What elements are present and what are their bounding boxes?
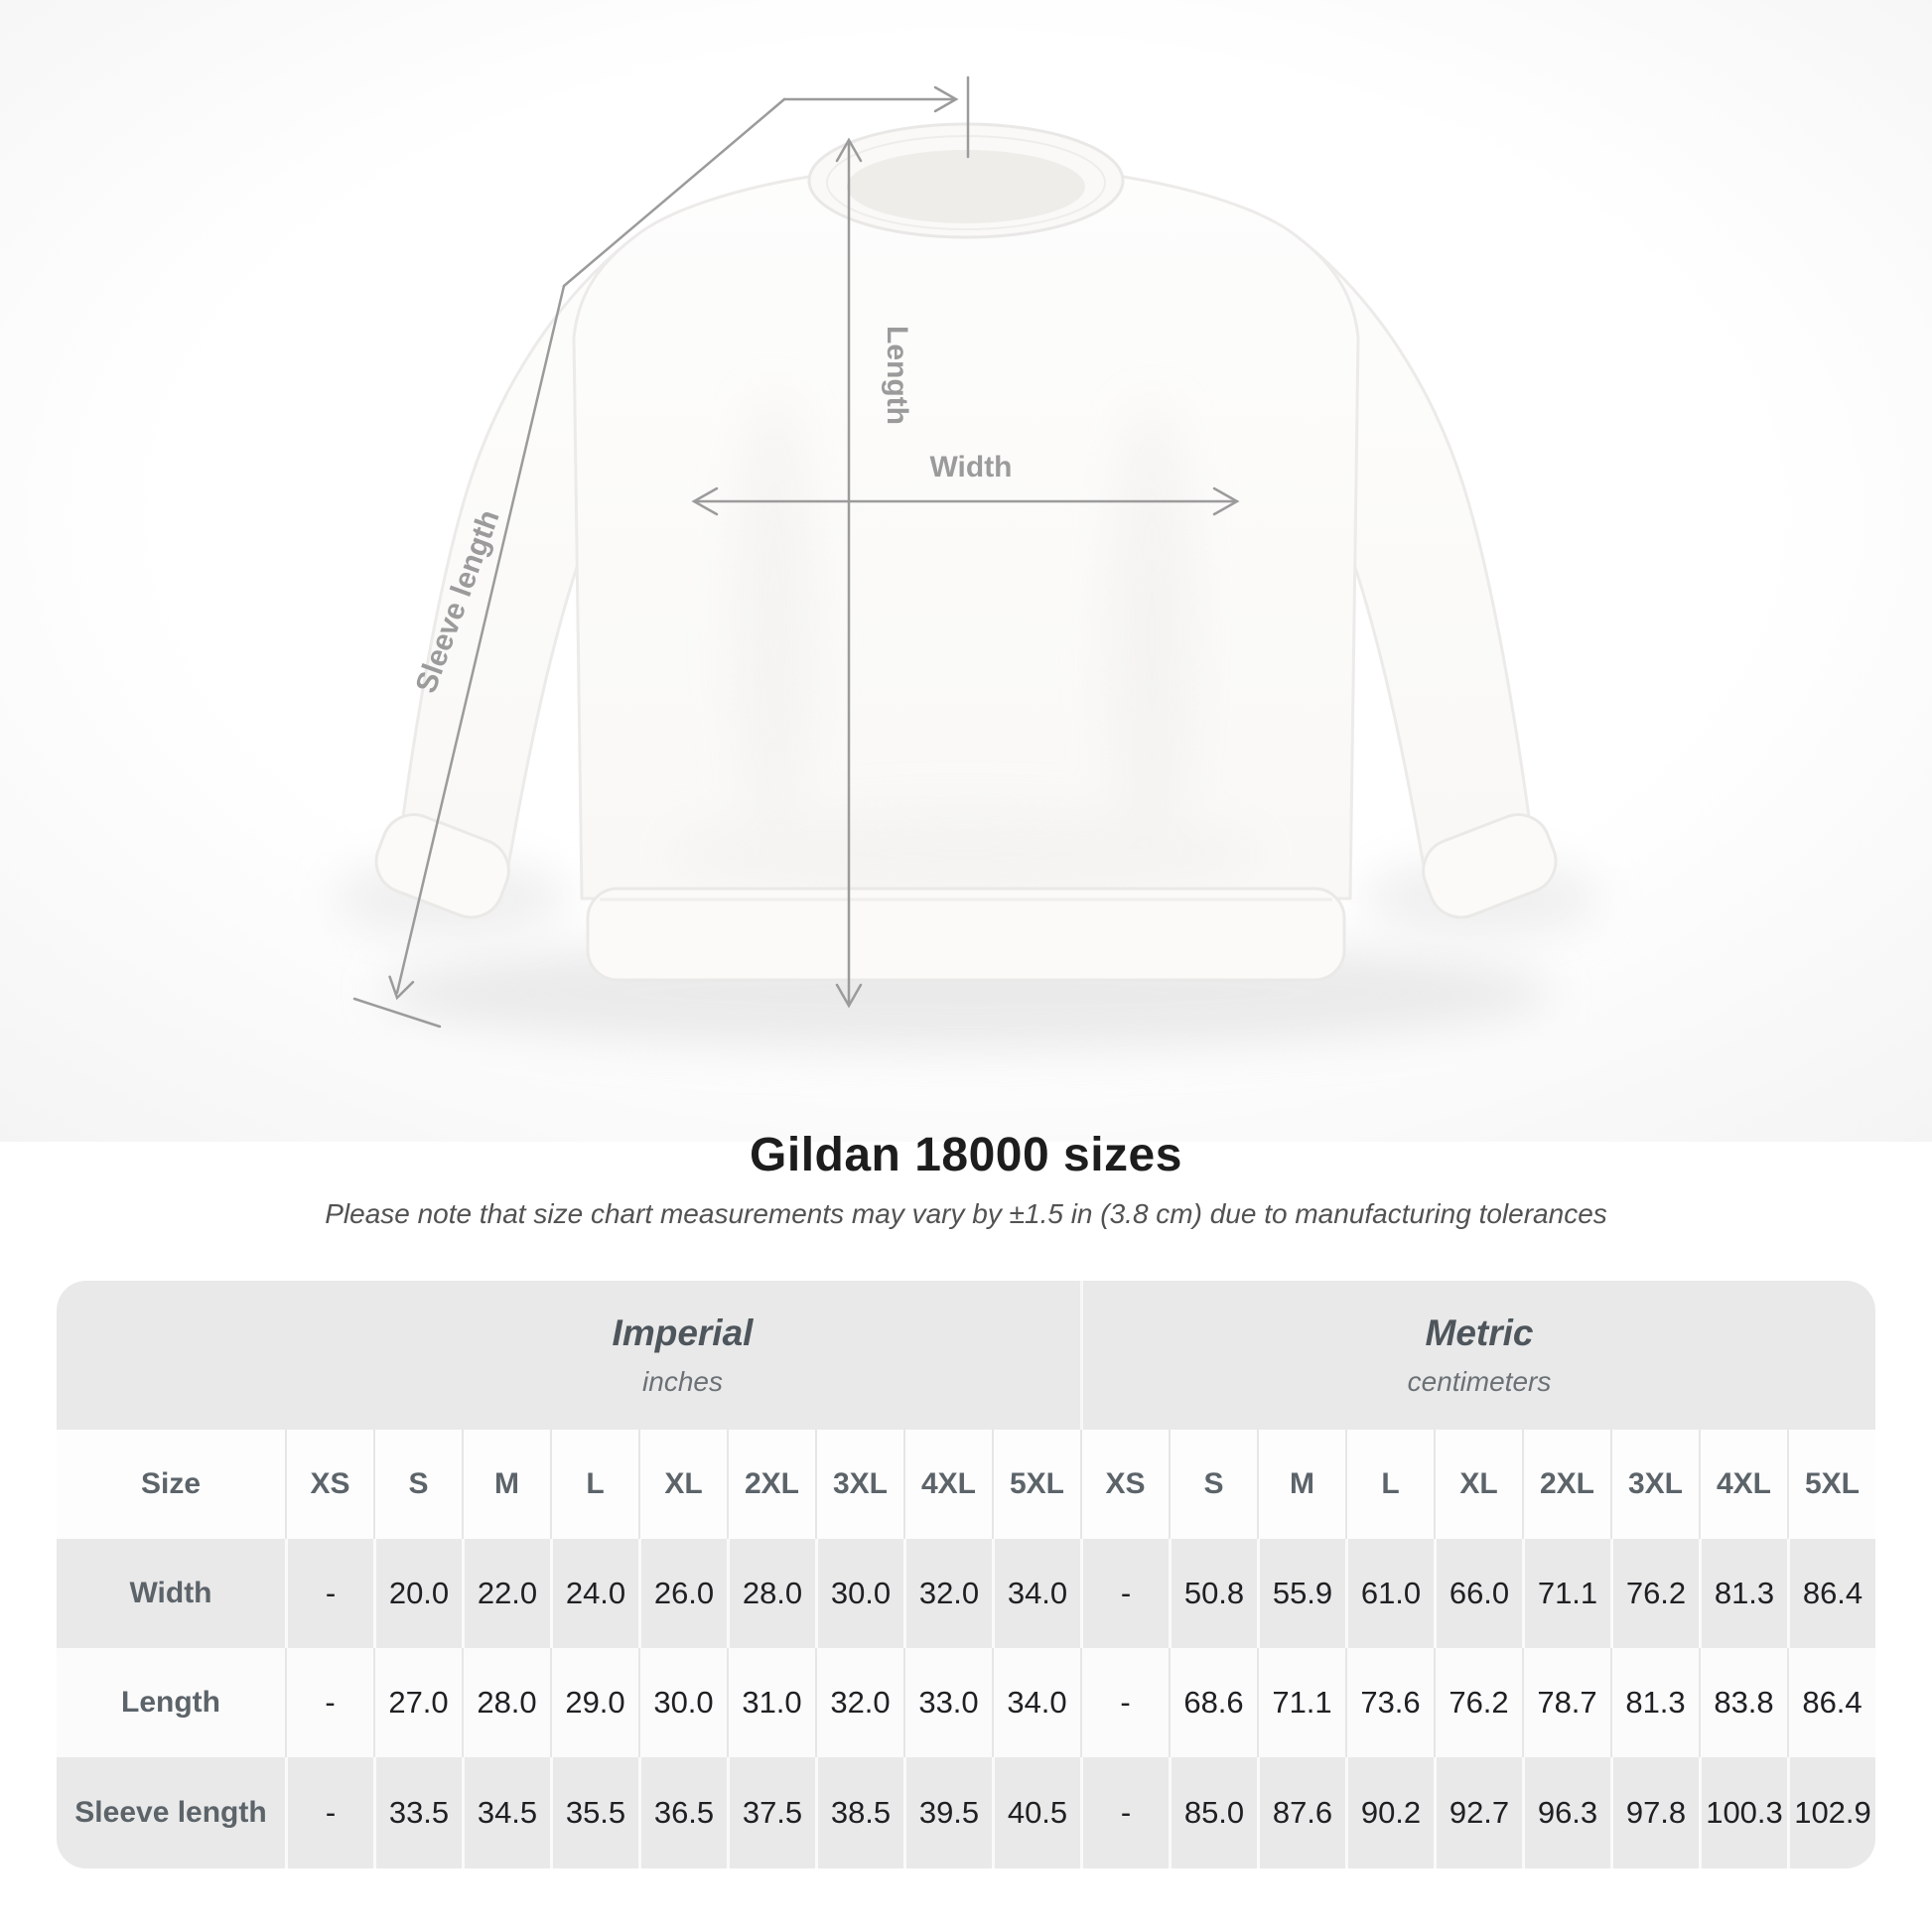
size-header-cell: 5XL bbox=[992, 1430, 1080, 1539]
value-cell: - bbox=[1080, 1648, 1169, 1757]
value-cell: 38.5 bbox=[815, 1757, 903, 1868]
value-cell: 81.3 bbox=[1610, 1648, 1699, 1757]
value-cell: 40.5 bbox=[992, 1757, 1080, 1868]
size-header-cell: M bbox=[1257, 1430, 1345, 1539]
size-header-cell: L bbox=[550, 1430, 638, 1539]
value-cell: 78.7 bbox=[1522, 1648, 1610, 1757]
value-cell: - bbox=[285, 1757, 373, 1868]
unit-group-header bbox=[1080, 1281, 1875, 1430]
size-column-header: Size bbox=[57, 1430, 285, 1539]
value-cell: 96.3 bbox=[1522, 1757, 1610, 1868]
value-cell: 27.0 bbox=[373, 1648, 462, 1757]
value-cell: 86.4 bbox=[1787, 1648, 1875, 1757]
value-cell: 39.5 bbox=[903, 1757, 992, 1868]
value-cell: - bbox=[285, 1648, 373, 1757]
size-header-cell: M bbox=[462, 1430, 550, 1539]
value-cell: 30.0 bbox=[638, 1648, 727, 1757]
size-header-cell: 2XL bbox=[727, 1430, 815, 1539]
size-table-grid bbox=[57, 1281, 1875, 1868]
value-cell: 32.0 bbox=[903, 1539, 992, 1648]
value-cell: 71.1 bbox=[1257, 1648, 1345, 1757]
value-cell: 28.0 bbox=[462, 1648, 550, 1757]
unit-group-header bbox=[285, 1281, 1080, 1430]
value-cell: 81.3 bbox=[1699, 1539, 1787, 1648]
heading bbox=[0, 1128, 1932, 1230]
value-cell: 92.7 bbox=[1434, 1757, 1522, 1868]
value-cell: 29.0 bbox=[550, 1648, 638, 1757]
unit-group-unit: centimeters bbox=[1407, 1366, 1552, 1397]
value-cell: 102.9 bbox=[1787, 1757, 1875, 1868]
unit-group-name: Metric bbox=[1425, 1312, 1534, 1353]
value-cell: 76.2 bbox=[1434, 1648, 1522, 1757]
value-cell: 30.0 bbox=[815, 1539, 903, 1648]
value-cell: 34.5 bbox=[462, 1757, 550, 1868]
value-cell: 24.0 bbox=[550, 1539, 638, 1648]
value-cell: 26.0 bbox=[638, 1539, 727, 1648]
row-label: Length bbox=[57, 1648, 285, 1757]
size-header-cell: 4XL bbox=[903, 1430, 992, 1539]
value-cell: - bbox=[1080, 1539, 1169, 1648]
value-cell: 34.0 bbox=[992, 1648, 1080, 1757]
row-label: Sleeve length bbox=[57, 1757, 285, 1868]
value-cell: 55.9 bbox=[1257, 1539, 1345, 1648]
size-header-cell: 2XL bbox=[1522, 1430, 1610, 1539]
value-cell: 76.2 bbox=[1610, 1539, 1699, 1648]
value-cell: 33.5 bbox=[373, 1757, 462, 1868]
value-cell: - bbox=[1080, 1757, 1169, 1868]
size-header-cell: XS bbox=[1080, 1430, 1169, 1539]
sleeve-length-label: Sleeve length bbox=[409, 505, 506, 698]
value-cell: 37.5 bbox=[727, 1757, 815, 1868]
size-header-cell: XS bbox=[285, 1430, 373, 1539]
value-cell: 20.0 bbox=[373, 1539, 462, 1648]
unit-group-name: Imperial bbox=[612, 1312, 754, 1353]
value-cell: 85.0 bbox=[1169, 1757, 1257, 1868]
length-label: Length bbox=[881, 326, 913, 425]
size-header-cell: 3XL bbox=[815, 1430, 903, 1539]
size-header-cell: L bbox=[1345, 1430, 1434, 1539]
value-cell: 33.0 bbox=[903, 1648, 992, 1757]
value-cell: 87.6 bbox=[1257, 1757, 1345, 1868]
value-cell: 73.6 bbox=[1345, 1648, 1434, 1757]
value-cell: 68.6 bbox=[1169, 1648, 1257, 1757]
size-header-cell: S bbox=[373, 1430, 462, 1539]
width-label: Width bbox=[929, 451, 1013, 483]
size-header-cell: XL bbox=[638, 1430, 727, 1539]
value-cell: 36.5 bbox=[638, 1757, 727, 1868]
value-cell: 31.0 bbox=[727, 1648, 815, 1757]
value-cell: 22.0 bbox=[462, 1539, 550, 1648]
unit-group-unit: inches bbox=[642, 1366, 723, 1397]
size-header-cell: S bbox=[1169, 1430, 1257, 1539]
value-cell: 97.8 bbox=[1610, 1757, 1699, 1868]
value-cell: - bbox=[285, 1539, 373, 1648]
value-cell: 66.0 bbox=[1434, 1539, 1522, 1648]
value-cell: 100.3 bbox=[1699, 1757, 1787, 1868]
value-cell: 86.4 bbox=[1787, 1539, 1875, 1648]
size-header-cell: XL bbox=[1434, 1430, 1522, 1539]
value-cell: 32.0 bbox=[815, 1648, 903, 1757]
value-cell: 83.8 bbox=[1699, 1648, 1787, 1757]
value-cell: 90.2 bbox=[1345, 1757, 1434, 1868]
value-cell: 50.8 bbox=[1169, 1539, 1257, 1648]
row-label: Width bbox=[57, 1539, 285, 1648]
value-cell: 35.5 bbox=[550, 1757, 638, 1868]
size-header-cell: 4XL bbox=[1699, 1430, 1787, 1539]
tolerance-note: Please note that size chart measurements may vary by ±1.5 in (3.8 cm) due to manufacturing tolerances bbox=[325, 1198, 1607, 1229]
value-cell: 71.1 bbox=[1522, 1539, 1610, 1648]
value-cell: 61.0 bbox=[1345, 1539, 1434, 1648]
page-title: Gildan 18000 sizes bbox=[750, 1129, 1182, 1181]
size-header-cell: 5XL bbox=[1787, 1430, 1875, 1539]
value-cell: 28.0 bbox=[727, 1539, 815, 1648]
size-header-cell: 3XL bbox=[1610, 1430, 1699, 1539]
table-corner-spacer bbox=[57, 1281, 285, 1430]
value-cell: 34.0 bbox=[992, 1539, 1080, 1648]
